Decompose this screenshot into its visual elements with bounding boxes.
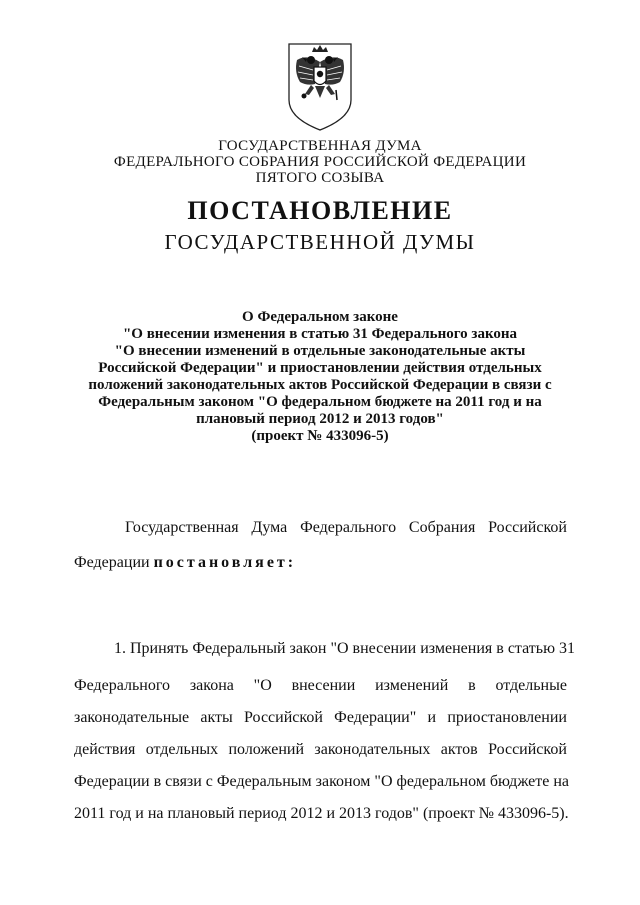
item-word: законодательные: [74, 709, 190, 726]
item-word: "О: [253, 677, 272, 694]
item-word: и: [427, 709, 437, 726]
document-subtitle: ГОСУДАРСТВЕННОЙ ДУМЫ: [164, 230, 476, 254]
double-headed-eagle-icon: [285, 40, 355, 132]
subject-line: Федеральным законом "О федеральном бюджете на 2011 год и на: [98, 394, 542, 410]
item-word: Российской: [244, 709, 323, 726]
item-1-line-4: [74, 741, 567, 759]
item-word: отдельные: [495, 677, 567, 694]
intro-word: Российской: [488, 519, 567, 536]
item-word: положений: [228, 741, 305, 758]
intro-word: Дума: [251, 519, 288, 536]
header-line-1: ГОСУДАРСТВЕННАЯ ДУМА: [218, 138, 422, 154]
resolution-verb: постановляет:: [153, 554, 297, 571]
item-1-line-3: [74, 709, 567, 727]
intro-word: Собрания: [408, 519, 476, 536]
item-word: законодательных: [314, 741, 431, 758]
item-word: действия: [74, 741, 136, 758]
item-word: Федерации": [334, 709, 417, 726]
subject-line: положений законодательных актов Российской Федерации в связи с: [88, 377, 552, 393]
item-1-line-2: [74, 677, 567, 695]
item-word: отдельных: [145, 741, 219, 758]
item-word: изменений: [375, 677, 449, 694]
item-word: актов: [440, 741, 478, 758]
header-line-3: ПЯТОГО СОЗЫВА: [255, 170, 385, 186]
item-word: Федерального: [74, 677, 171, 694]
intro-word: Федерации: [74, 554, 150, 571]
resolution-intro-line-2: [74, 554, 296, 572]
subject-line: "О внесении изменений в отдельные законодательные акты: [114, 343, 526, 359]
item-word: акты: [200, 709, 233, 726]
item-1-line-6: 2011 год и на плановый период 2012 и 2013 годов" (проект № 433096-5).: [74, 805, 569, 822]
item-word: закона: [189, 677, 234, 694]
header-line-2: ФЕДЕРАЛЬНОГО СОБРАНИЯ РОССИЙСКОЙ ФЕДЕРАЦИИ: [113, 154, 527, 170]
coat-of-arms-emblem: [285, 40, 355, 132]
subject-line: О Федеральном законе: [242, 309, 398, 325]
intro-word: Федерального: [300, 519, 397, 536]
subject-line: (проект № 433096-5): [251, 428, 389, 444]
subject-line: плановый период 2012 и 2013 годов": [196, 411, 444, 427]
subject-line: Российской Федерации" и приостановлении действия отдельных: [98, 360, 542, 376]
document-title: ПОСТАНОВЛЕНИЕ: [187, 196, 453, 225]
document-subject: [0, 309, 640, 445]
intro-word: Государственная: [125, 519, 239, 536]
item-word: приостановлении: [447, 709, 567, 726]
issuing-body-header: [0, 138, 640, 186]
item-word: в: [468, 677, 476, 694]
resolution-intro-line-1: [125, 519, 567, 537]
item-1-line-5: Федерации в связи с Федеральным законом "О федеральном бюджете на: [74, 773, 570, 790]
subject-line: "О внесении изменения в статью 31 Федерального закона: [122, 326, 518, 342]
item-word: внесении: [291, 677, 356, 694]
item-word: Российской: [488, 741, 567, 758]
item-1-line-1: 1. Принять Федеральный закон "О внесении изменения в статью 31: [114, 640, 576, 657]
